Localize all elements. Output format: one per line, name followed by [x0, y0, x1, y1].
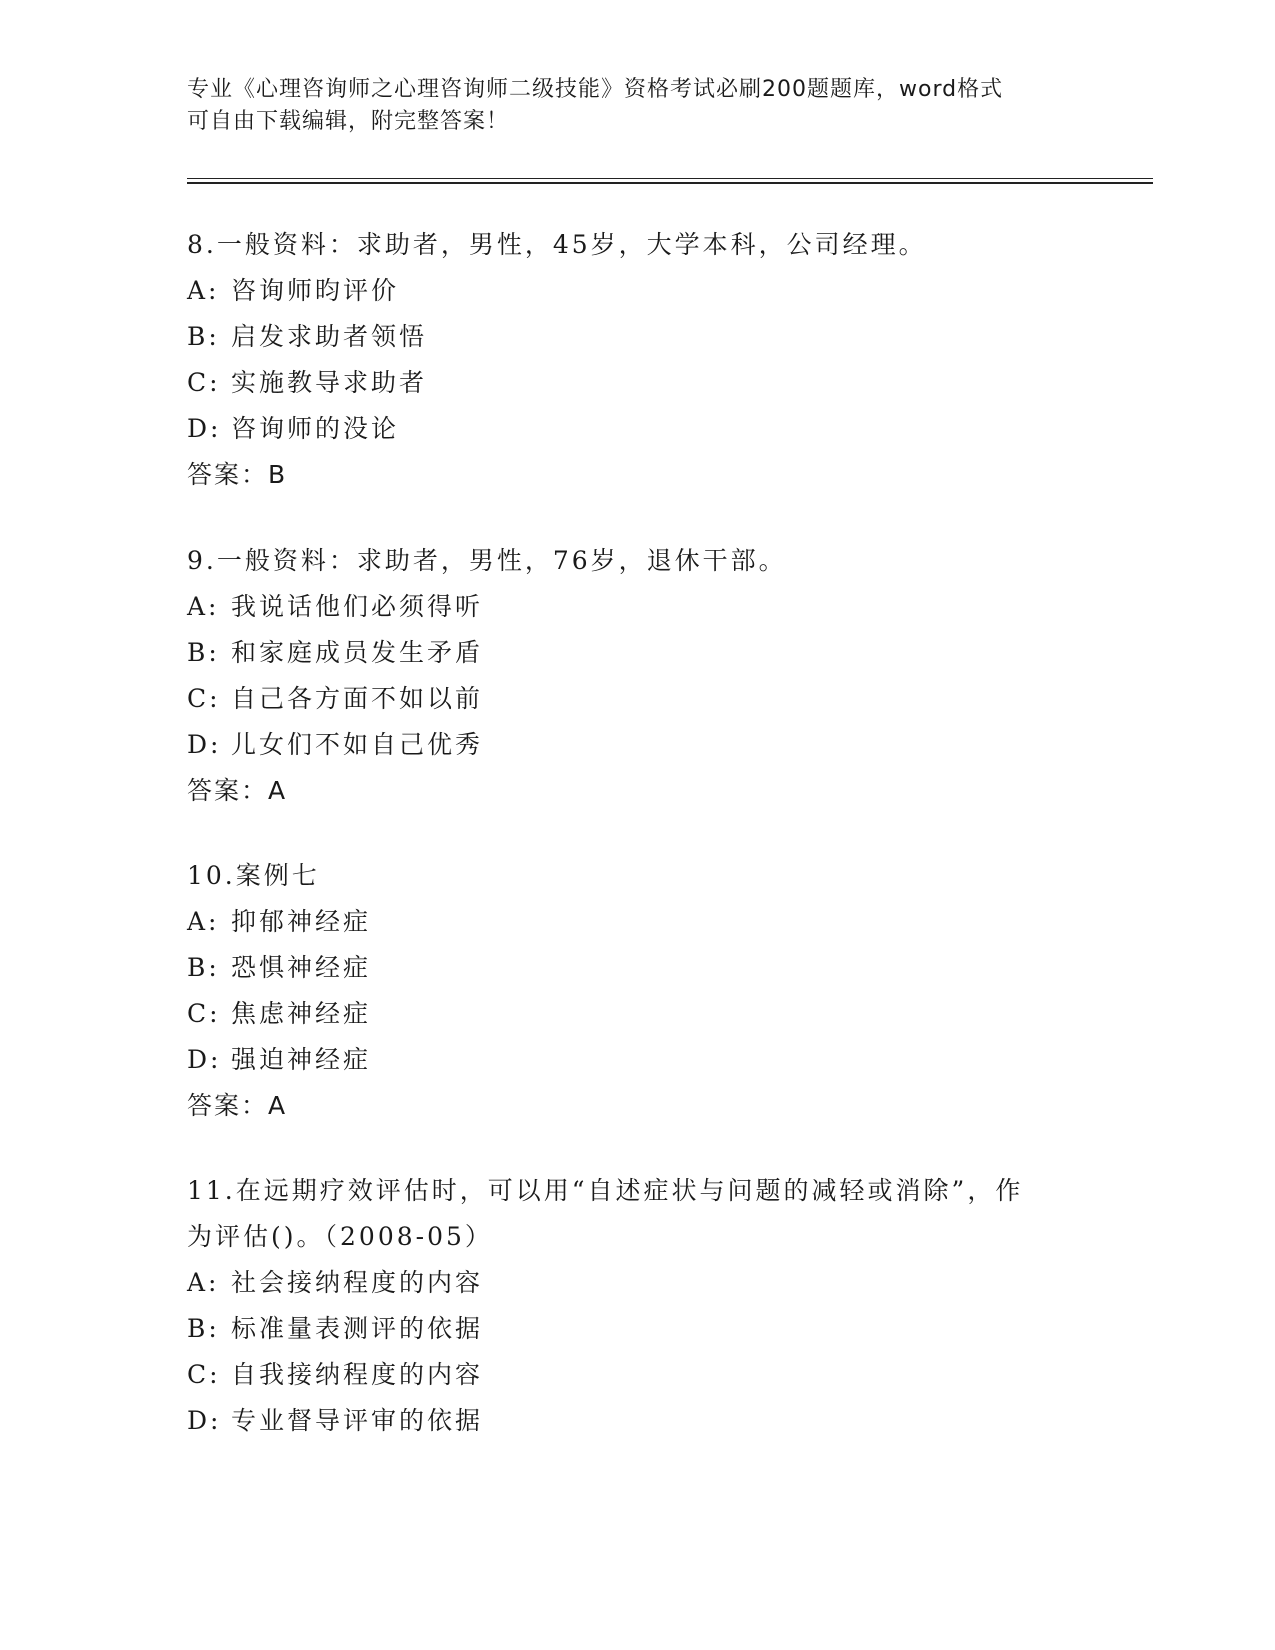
header-divider-thin: [187, 178, 1153, 179]
option-text: 专业督导评审的依据: [231, 1406, 484, 1435]
option-text: 强迫神经症: [231, 1045, 372, 1074]
option-letter: C:: [187, 368, 221, 397]
option-letter: D:: [187, 1045, 222, 1074]
answer-line: 答案：A: [187, 1091, 288, 1120]
option-d: [187, 1037, 1087, 1083]
question-stem: 8.一般资料：求助者，男性，45岁，大学本科，公司经理。: [187, 230, 927, 259]
header-line-1: 专业《心理咨询师之心理咨询师二级技能》资格考试必刷200题题库，word格式: [187, 77, 1004, 102]
option-c: [187, 991, 1087, 1037]
header-divider-thick: [187, 182, 1153, 184]
option-letter: C:: [187, 684, 221, 713]
option-b: [187, 314, 1087, 360]
option-text: 和家庭成员发生矛盾: [231, 638, 484, 667]
option-letter: C:: [187, 1360, 221, 1389]
option-letter: A:: [187, 1268, 220, 1297]
option-d: [187, 722, 1087, 768]
option-letter: A:: [187, 907, 220, 936]
option-text: 咨询师昀评价: [231, 276, 400, 305]
answer-line: 答案：B: [187, 460, 288, 489]
option-letter: A:: [187, 592, 220, 621]
option-letter: B:: [187, 953, 220, 982]
option-letter: C:: [187, 999, 221, 1028]
option-a: [187, 1260, 1087, 1306]
option-letter: B:: [187, 638, 220, 667]
option-text: 咨询师的没论: [231, 414, 400, 443]
option-c: [187, 676, 1087, 722]
option-text: 实施教导求助者: [231, 368, 428, 397]
answer-line: 答案：A: [187, 776, 288, 805]
option-d: [187, 1398, 1087, 1444]
option-letter: B:: [187, 322, 220, 351]
option-text: 标准量表测评的依据: [231, 1314, 484, 1343]
option-a: [187, 268, 1087, 314]
option-b: [187, 1306, 1087, 1352]
question-stem-line-2: 为评估()。（2008-05）: [187, 1222, 493, 1251]
document-header: [187, 74, 1067, 138]
option-text: 自己各方面不如以前: [231, 684, 484, 713]
option-c: [187, 360, 1087, 406]
option-text: 抑郁神经症: [231, 907, 372, 936]
question-stem-line-1: 11.在远期疗效评估时，可以用“自述症状与问题的减轻或消除”，作: [187, 1176, 1024, 1205]
option-letter: A:: [187, 276, 220, 305]
option-letter: D:: [187, 1406, 222, 1435]
question-11: [187, 1168, 1087, 1444]
option-text: 我说话他们必须得听: [231, 592, 484, 621]
question-10: [187, 853, 1087, 1129]
question-8: [187, 222, 1087, 498]
option-text: 启发求助者领悟: [231, 322, 428, 351]
option-letter: D:: [187, 730, 222, 759]
question-stem: 9.一般资料：求助者，男性，76岁，退休干部。: [187, 546, 787, 575]
option-letter: B:: [187, 1314, 220, 1343]
question-stem: 10.案例七: [187, 861, 320, 890]
question-9: [187, 538, 1087, 814]
option-a: [187, 899, 1087, 945]
option-letter: D:: [187, 414, 222, 443]
option-text: 恐惧神经症: [231, 953, 372, 982]
header-line-2: 可自由下载编辑，附完整答案！: [187, 109, 510, 134]
option-b: [187, 630, 1087, 676]
option-text: 儿女们不如自己优秀: [231, 730, 484, 759]
option-text: 自我接纳程度的内容: [231, 1360, 484, 1389]
option-a: [187, 584, 1087, 630]
option-c: [187, 1352, 1087, 1398]
option-b: [187, 945, 1087, 991]
option-d: [187, 406, 1087, 452]
option-text: 焦虑神经症: [231, 999, 372, 1028]
option-text: 社会接纳程度的内容: [231, 1268, 484, 1297]
